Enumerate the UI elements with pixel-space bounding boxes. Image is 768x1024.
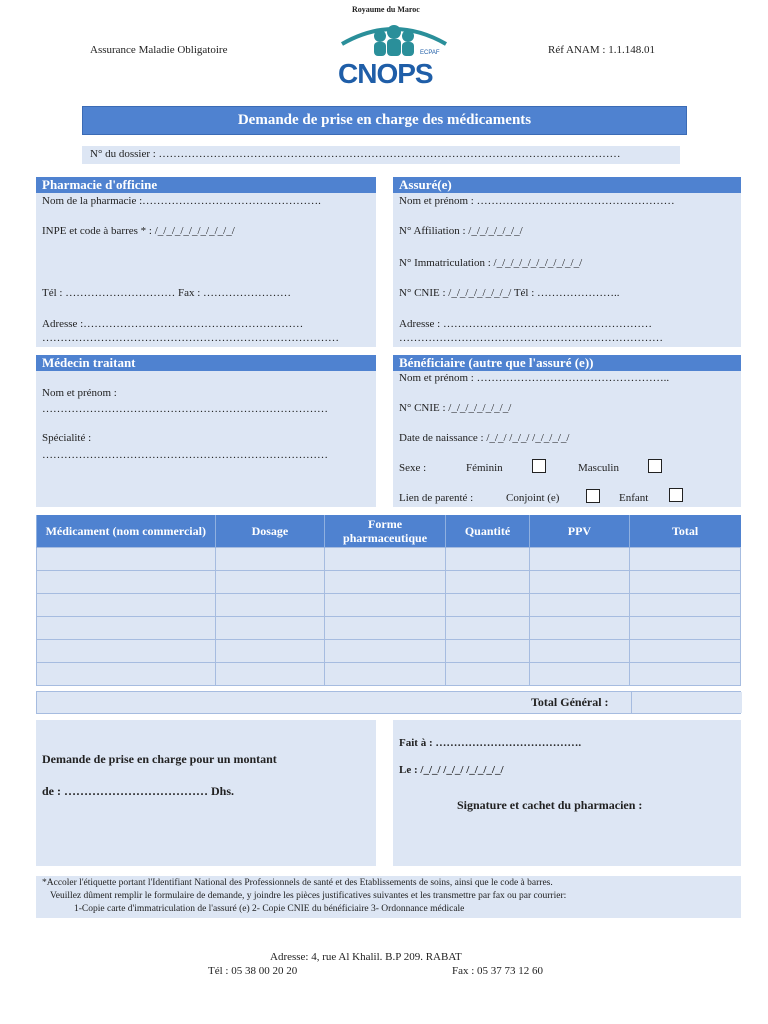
pharmacie-inpe-field[interactable]: INPE et code à barres * : /_/_/_/_/_/_/_/_/_/ (42, 225, 235, 237)
dossier-label: N° du dossier : ……………………………………………………………………………………………………………… (90, 148, 621, 160)
note-line-3: 1-Copie carte d'immatriculation de l'assuré (e) 2- Copie CNIE du bénéficiaire 3- Ordonnance médicale (74, 904, 465, 914)
header-dosage: Dosage (215, 515, 325, 548)
sexe-label: Sexe : (399, 462, 427, 474)
assure-adresse-field[interactable]: Adresse : ………………………………………………… (399, 318, 652, 330)
table-cell[interactable] (445, 594, 529, 617)
medecin-nom-field[interactable]: …………………………………………………………………… (42, 403, 328, 415)
table-cell[interactable] (530, 594, 630, 617)
pharmacie-nom-field[interactable]: Nom de la pharmacie :…………………………………………. (42, 195, 321, 207)
total-general-label: Total Général : (531, 695, 609, 709)
medecin-nom-label: Nom et prénom : (42, 387, 117, 399)
assure-nom-field[interactable]: Nom et prénom : ……………………………………………… (399, 195, 675, 207)
table-cell[interactable] (530, 548, 630, 571)
table-cell[interactable] (629, 548, 740, 571)
signature-section (393, 720, 741, 866)
montant-section (36, 720, 376, 866)
table-cell[interactable] (629, 617, 740, 640)
masculin-label: Masculin (578, 462, 619, 474)
table-row (37, 548, 741, 571)
kingdom-label: Royaume du Maroc (352, 5, 420, 14)
table-row (37, 571, 741, 594)
note-line-2: Veuillez dûment remplir le formulaire de demande, y joindre les pièces justificatives suivantes et les transmettre par fax ou par courrier: (50, 891, 567, 901)
header-forme: Forme pharmaceutique (325, 515, 446, 548)
assure-cnie-tel-field[interactable]: N° CNIE : /_/_/_/_/_/_/_/ Tél : ………………….. (399, 287, 620, 299)
beneficiaire-naissance-field[interactable]: Date de naissance : /_/_/ /_/_/ /_/_/_/_/ (399, 432, 570, 444)
logo-subtext: ECPAF (420, 50, 440, 56)
table-cell[interactable] (215, 594, 325, 617)
total-general-field[interactable] (631, 692, 742, 713)
feminin-label: Féminin (466, 462, 503, 474)
table-cell[interactable] (215, 571, 325, 594)
table-cell[interactable] (325, 571, 446, 594)
pharmacie-adresse-field[interactable]: Adresse :…………………………………………………… (42, 318, 304, 330)
table-row (37, 594, 741, 617)
footer-tel: Tél : 05 38 00 20 20 (208, 965, 298, 977)
medecin-section (36, 355, 376, 507)
assure-immatriculation-field[interactable]: N° Immatriculation : /_/_/_/_/_/_/_/_/_/_/ (399, 257, 583, 269)
date-field[interactable]: Le : /_/_/ /_/_/ /_/_/_/_/ (399, 764, 504, 776)
note-line-1: *Accoler l'étiquette portant l'Identifiant National des Professionnels de santé et des Etablissements de soins, ainsi que le code à barres. (42, 878, 553, 888)
medecin-specialite-label: Spécialité : (42, 432, 92, 444)
pharmacie-section (36, 177, 376, 347)
table-cell[interactable] (37, 548, 216, 571)
beneficiaire-heading: Bénéficiaire (autre que l'assuré (e)) (393, 355, 741, 371)
logo-text: CNOPS (338, 58, 433, 89)
header-left-label: Assurance Maladie Obligatoire (90, 44, 228, 56)
conjoint-label: Conjoint (e) (506, 492, 560, 504)
assure-heading: Assuré(e) (393, 177, 741, 193)
notes-section (36, 876, 741, 918)
header-quantite: Quantité (445, 515, 529, 548)
table-cell[interactable] (37, 640, 216, 663)
table-cell[interactable] (37, 594, 216, 617)
table-cell[interactable] (215, 640, 325, 663)
table-cell[interactable] (37, 571, 216, 594)
beneficiaire-section (393, 355, 741, 507)
table-cell[interactable] (445, 571, 529, 594)
header-ppv: PPV (530, 515, 630, 548)
table-cell[interactable] (445, 663, 529, 686)
table-cell[interactable] (445, 617, 529, 640)
table-cell[interactable] (530, 663, 630, 686)
medication-table (36, 515, 741, 686)
beneficiaire-nom-field[interactable]: Nom et prénom : …………………………………………….. (399, 372, 670, 384)
assure-affiliation-field[interactable]: N° Affiliation : /_/_/_/_/_/_/ (399, 225, 523, 237)
pharmacie-adresse-line2[interactable]: ……………………………………………………………………… (42, 332, 339, 344)
medecin-heading: Médecin traitant (36, 355, 376, 371)
table-row (37, 617, 741, 640)
table-cell[interactable] (445, 548, 529, 571)
feminin-checkbox[interactable] (532, 459, 546, 473)
signature-label: Signature et cachet du pharmacien : (457, 798, 643, 812)
table-cell[interactable] (215, 548, 325, 571)
table-cell[interactable] (325, 594, 446, 617)
table-cell[interactable] (629, 571, 740, 594)
total-general-row (36, 691, 741, 714)
fait-a-field[interactable]: Fait à : …………………………………. (399, 737, 582, 749)
table-cell[interactable] (530, 571, 630, 594)
table-cell[interactable] (37, 617, 216, 640)
table-cell[interactable] (530, 617, 630, 640)
table-header-row (37, 515, 741, 548)
footer-address: Adresse: 4, rue Al Khalil. B.P 209. RABAT (270, 951, 462, 963)
form-title: Demande de prise en charge des médicaments (82, 106, 687, 135)
table-cell[interactable] (325, 617, 446, 640)
enfant-label: Enfant (619, 492, 649, 504)
pharmacie-heading: Pharmacie d'officine (36, 177, 376, 193)
enfant-checkbox[interactable] (669, 488, 683, 502)
footer-fax: Fax : 05 37 73 12 60 (452, 965, 544, 977)
table-cell[interactable] (325, 640, 446, 663)
table-cell[interactable] (629, 640, 740, 663)
table-cell[interactable] (215, 617, 325, 640)
table-cell[interactable] (629, 594, 740, 617)
table-cell[interactable] (325, 548, 446, 571)
assure-section (393, 177, 741, 347)
table-cell[interactable] (37, 663, 216, 686)
header-medicament: Médicament (nom commercial) (37, 515, 216, 548)
beneficiaire-cnie-field[interactable]: N° CNIE : /_/_/_/_/_/_/_/ (399, 402, 512, 414)
montant-field[interactable]: de : ……………………………… Dhs. (42, 784, 235, 798)
lien-label: Lien de parenté : (399, 492, 474, 504)
table-cell[interactable] (445, 640, 529, 663)
pharmacie-tel-fax-field[interactable]: Tél : ………………………… Fax : …………………… (42, 287, 292, 299)
table-cell[interactable] (325, 663, 446, 686)
table-cell[interactable] (530, 640, 630, 663)
cnops-logo (336, 14, 452, 92)
table-cell[interactable] (629, 663, 740, 686)
table-cell[interactable] (215, 663, 325, 686)
masculin-checkbox[interactable] (648, 459, 662, 473)
dossier-field[interactable] (82, 146, 680, 164)
reference-label: Réf ANAM : 1.1.148.01 (548, 44, 655, 56)
table-row (37, 663, 741, 686)
montant-label: Demande de prise en charge pour un montant (42, 752, 277, 766)
table-row (37, 640, 741, 663)
assure-adresse-line2[interactable]: ……………………………………………………………… (399, 332, 663, 344)
header-total: Total (629, 515, 740, 548)
conjoint-checkbox[interactable] (586, 489, 600, 503)
medecin-specialite-field[interactable]: …………………………………………………………………… (42, 449, 328, 461)
